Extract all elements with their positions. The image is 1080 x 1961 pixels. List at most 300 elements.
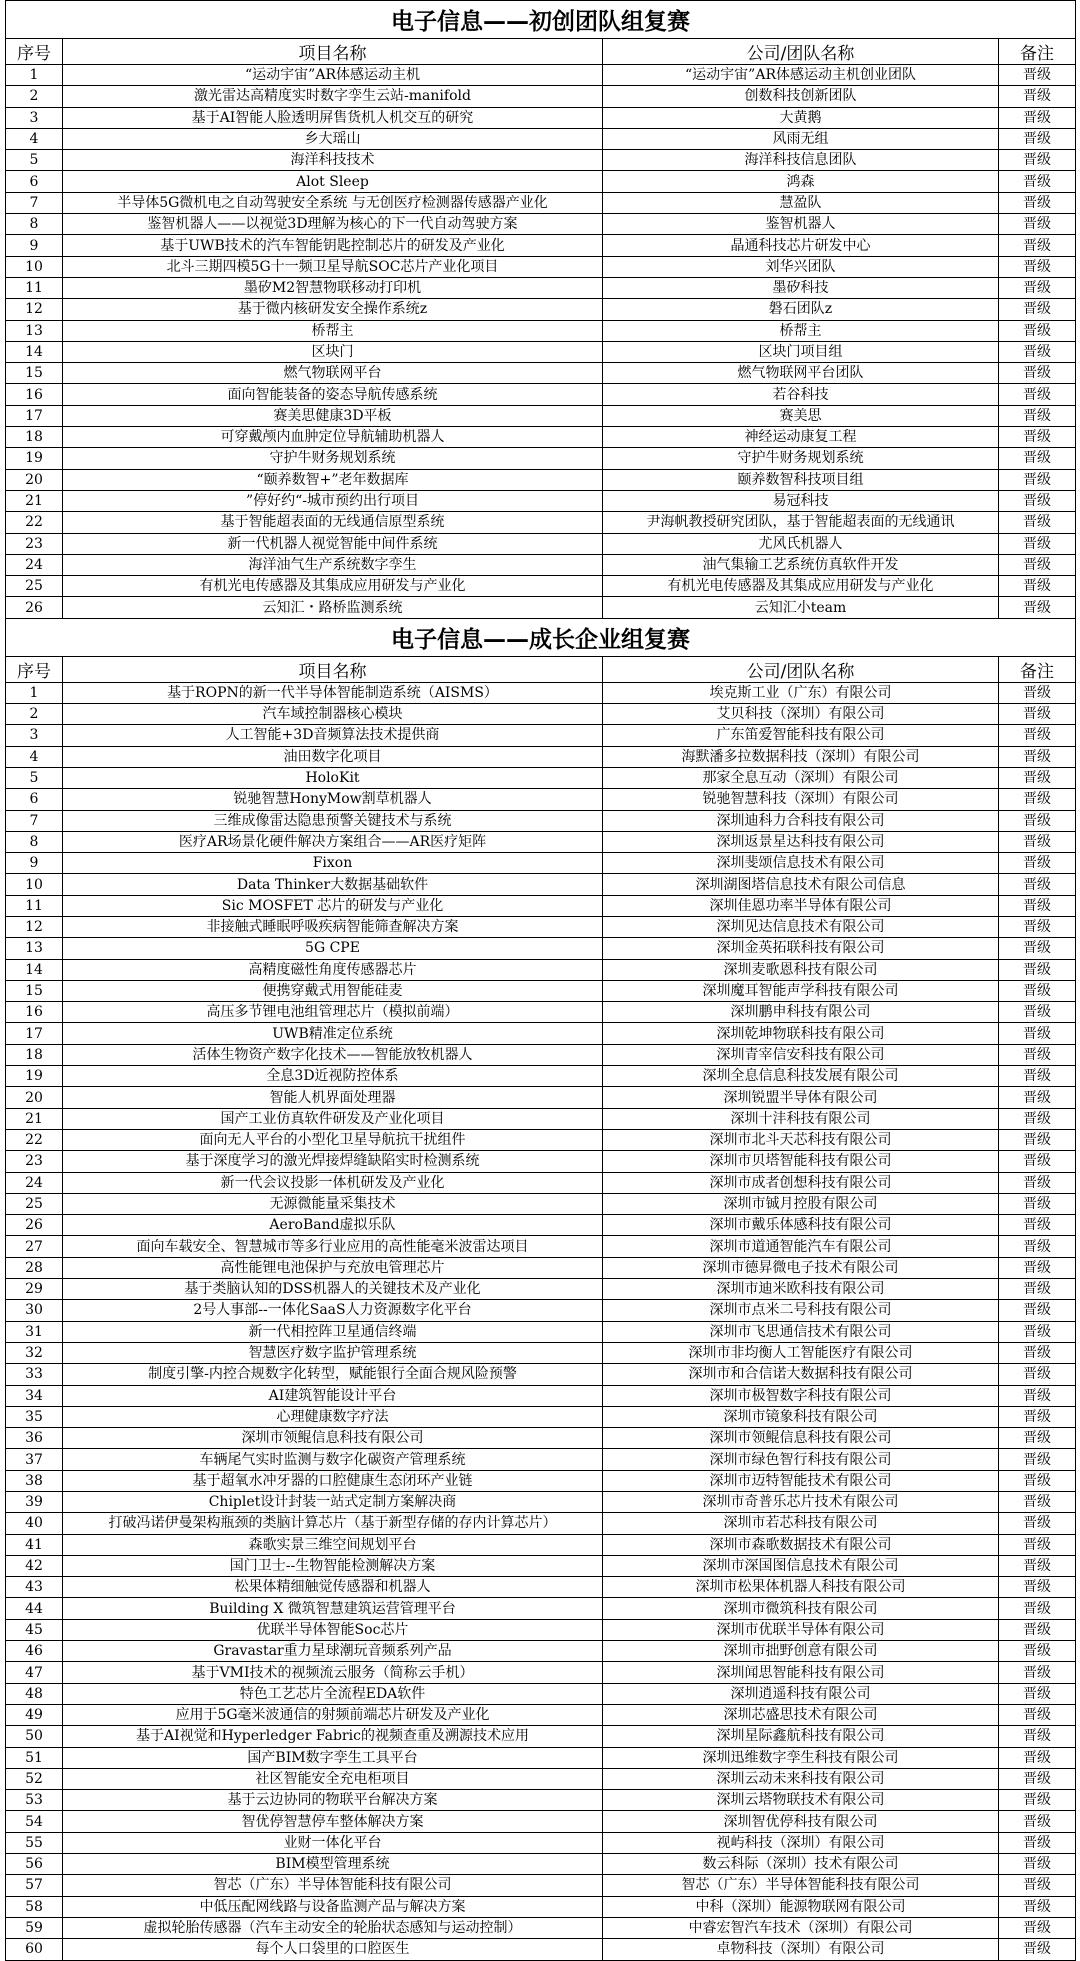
cell-remark: 晋级 <box>999 363 1076 384</box>
table-row <box>6 1598 1076 1619</box>
cell-company-name: 那家全息互动（深圳）有限公司 <box>603 767 999 788</box>
cell-index: 19 <box>6 1066 63 1087</box>
column-header-remark: 备注 <box>999 656 1076 682</box>
cell-index: 25 <box>6 576 63 597</box>
cell-remark: 晋级 <box>999 704 1076 725</box>
cell-company-name: “运动宇宙”AR体感运动主机创业团队 <box>603 65 999 86</box>
cell-project-name: 桥帮主 <box>63 320 603 341</box>
cell-company-name: 燃气物联网平台团队 <box>603 363 999 384</box>
cell-project-name: 汽车域控制器核心模块 <box>63 704 603 725</box>
cell-remark: 晋级 <box>999 1641 1076 1662</box>
cell-index: 17 <box>6 405 63 426</box>
cell-project-name: 国产BIM数字孪生工具平台 <box>63 1747 603 1768</box>
cell-remark: 晋级 <box>999 490 1076 511</box>
cell-index: 25 <box>6 1193 63 1214</box>
cell-remark: 晋级 <box>999 86 1076 107</box>
table-row <box>6 1811 1076 1832</box>
cell-project-name: 国门卫士--生物智能检测解决方案 <box>63 1555 603 1576</box>
table-row <box>6 1279 1076 1300</box>
cell-company-name: 深圳湖图塔信息技术有限公司信息 <box>603 874 999 895</box>
table-row <box>6 384 1076 405</box>
cell-company-name: 深圳市铖月控股有限公司 <box>603 1193 999 1214</box>
cell-index: 40 <box>6 1513 63 1534</box>
cell-project-name: 基于VMI技术的视频流云服务（简称云手机） <box>63 1662 603 1683</box>
cell-project-name: 基于AI视觉和Hyperledger Fabric的视频查重及溯源技术应用 <box>63 1726 603 1747</box>
cell-index: 27 <box>6 1236 63 1257</box>
section-title-row <box>6 1 1076 39</box>
cell-project-name: 人工智能+3D音频算法技术提供商 <box>63 725 603 746</box>
cell-index: 56 <box>6 1854 63 1875</box>
cell-remark: 晋级 <box>999 916 1076 937</box>
cell-project-name: 特色工艺芯片全流程EDA软件 <box>63 1683 603 1704</box>
cell-remark: 晋级 <box>999 128 1076 149</box>
cell-project-name: Chiplet设计封装一站式定制方案解决商 <box>63 1492 603 1513</box>
cell-project-name: 海洋科技技术 <box>63 150 603 171</box>
cell-remark: 晋级 <box>999 277 1076 298</box>
table-row <box>6 789 1076 810</box>
cell-project-name: Building X 微筑智慧建筑运营管理平台 <box>63 1598 603 1619</box>
table-row <box>6 1172 1076 1193</box>
cell-project-name: “颐养数智+”老年数据库 <box>63 469 603 490</box>
table-row <box>6 427 1076 448</box>
table-row <box>6 1747 1076 1768</box>
cell-company-name: 深圳闻思智能科技有限公司 <box>603 1662 999 1683</box>
cell-remark: 晋级 <box>999 65 1076 86</box>
column-header-project-name: 项目名称 <box>63 39 603 65</box>
cell-project-name: AeroBand虚拟乐队 <box>63 1215 603 1236</box>
cell-project-name: Alot Sleep <box>63 171 603 192</box>
cell-index: 10 <box>6 874 63 895</box>
cell-remark: 晋级 <box>999 874 1076 895</box>
cell-remark: 晋级 <box>999 1896 1076 1917</box>
cell-project-name: 智芯（广东）半导体智能科技有限公司 <box>63 1875 603 1896</box>
cell-company-name: 深圳迅维数字孪生科技有限公司 <box>603 1747 999 1768</box>
cell-project-name: ”停好约“-城市预约出行项目 <box>63 490 603 511</box>
cell-index: 47 <box>6 1662 63 1683</box>
cell-remark: 晋级 <box>999 597 1076 618</box>
table-row <box>6 1385 1076 1406</box>
cell-remark: 晋级 <box>999 1087 1076 1108</box>
cell-company-name: 广东笛爱智能科技有限公司 <box>603 725 999 746</box>
cell-remark: 晋级 <box>999 1342 1076 1363</box>
cell-company-name: 深圳市道通智能汽车有限公司 <box>603 1236 999 1257</box>
table-row <box>6 746 1076 767</box>
cell-project-name: 无源微能量采集技术 <box>63 1193 603 1214</box>
cell-index: 38 <box>6 1470 63 1491</box>
cell-project-name: 油田数字化项目 <box>63 746 603 767</box>
table-row <box>6 363 1076 384</box>
cell-project-name: 三维成像雷达隐患预警关键技术与系统 <box>63 810 603 831</box>
cell-company-name: 深圳市飞思通信技术有限公司 <box>603 1321 999 1342</box>
table-row <box>6 938 1076 959</box>
table-row <box>6 597 1076 618</box>
cell-project-name: “运动宇宙”AR体感运动主机 <box>63 65 603 86</box>
table-row <box>6 831 1076 852</box>
table-row <box>6 512 1076 533</box>
section-title-row <box>6 618 1076 656</box>
cell-remark: 晋级 <box>999 1747 1076 1768</box>
cell-index: 21 <box>6 1108 63 1129</box>
cell-index: 23 <box>6 1151 63 1172</box>
cell-remark: 晋级 <box>999 1300 1076 1321</box>
table-row <box>6 1555 1076 1576</box>
table-row <box>6 405 1076 426</box>
table-row <box>6 682 1076 703</box>
table-row <box>6 895 1076 916</box>
cell-project-name: BIM模型管理系统 <box>63 1854 603 1875</box>
cell-remark: 晋级 <box>999 1790 1076 1811</box>
table-row <box>6 235 1076 256</box>
column-header-company-name: 公司/团队名称 <box>603 656 999 682</box>
cell-company-name: 刘华兴团队 <box>603 256 999 277</box>
cell-remark: 晋级 <box>999 1449 1076 1470</box>
cell-company-name: 有机光电传感器及其集成应用研发与产业化 <box>603 576 999 597</box>
cell-index: 57 <box>6 1875 63 1896</box>
cell-company-name: 深圳市松果体机器人科技有限公司 <box>603 1577 999 1598</box>
cell-remark: 晋级 <box>999 214 1076 235</box>
table-row <box>6 214 1076 235</box>
cell-index: 22 <box>6 512 63 533</box>
cell-remark: 晋级 <box>999 1662 1076 1683</box>
table-header-row <box>6 39 1076 65</box>
cell-project-name: 基于深度学习的激光焊接焊缝缺陷实时检测系统 <box>63 1151 603 1172</box>
table-row <box>6 704 1076 725</box>
cell-remark: 晋级 <box>999 746 1076 767</box>
table-row <box>6 1534 1076 1555</box>
cell-company-name: 深圳市优联半导体有限公司 <box>603 1619 999 1640</box>
cell-index: 20 <box>6 1087 63 1108</box>
cell-remark: 晋级 <box>999 1406 1076 1427</box>
cell-remark: 晋级 <box>999 1917 1076 1938</box>
cell-project-name: 半导体5G微机电之自动驾驶安全系统 与无创医疗检测器传感器产业化 <box>63 192 603 213</box>
cell-index: 13 <box>6 938 63 959</box>
table-row <box>6 1726 1076 1747</box>
cell-company-name: 尤风氏机器人 <box>603 533 999 554</box>
cell-company-name: 油气集输工艺系统仿真软件开发 <box>603 554 999 575</box>
cell-index: 43 <box>6 1577 63 1598</box>
cell-company-name: 数云科际（深圳）技术有限公司 <box>603 1854 999 1875</box>
cell-remark: 晋级 <box>999 1832 1076 1853</box>
cell-company-name: 深圳返景星达科技有限公司 <box>603 831 999 852</box>
cell-index: 59 <box>6 1917 63 1938</box>
cell-index: 5 <box>6 767 63 788</box>
cell-company-name: 区块门项目组 <box>603 341 999 362</box>
table-row <box>6 1002 1076 1023</box>
cell-index: 1 <box>6 682 63 703</box>
table-row <box>6 1193 1076 1214</box>
table-row <box>6 1662 1076 1683</box>
cell-index: 55 <box>6 1832 63 1853</box>
cell-index: 5 <box>6 150 63 171</box>
cell-company-name: 深圳魔耳智能声学科技有限公司 <box>603 980 999 1001</box>
cell-project-name: 基于UWB技术的汽车智能钥匙控制芯片的研发及产业化 <box>63 235 603 256</box>
cell-project-name: 基于AI智能人脸透明屏售货机人机交互的研究 <box>63 107 603 128</box>
cell-index: 11 <box>6 895 63 916</box>
cell-project-name: 业财一体化平台 <box>63 1832 603 1853</box>
cell-project-name: 每个人口袋里的口腔医生 <box>63 1939 603 1960</box>
table-row <box>6 1875 1076 1896</box>
table-row <box>6 1257 1076 1278</box>
cell-index: 53 <box>6 1790 63 1811</box>
cell-company-name: 慧盈队 <box>603 192 999 213</box>
cell-index: 23 <box>6 533 63 554</box>
cell-remark: 晋级 <box>999 512 1076 533</box>
cell-index: 3 <box>6 725 63 746</box>
cell-remark: 晋级 <box>999 469 1076 490</box>
cell-project-name: 活体生物资产数字化技术——智能放牧机器人 <box>63 1044 603 1065</box>
cell-index: 24 <box>6 1172 63 1193</box>
cell-index: 28 <box>6 1257 63 1278</box>
cell-remark: 晋级 <box>999 725 1076 746</box>
cell-project-name: 5G CPE <box>63 938 603 959</box>
cell-index: 49 <box>6 1704 63 1725</box>
cell-index: 35 <box>6 1406 63 1427</box>
cell-index: 37 <box>6 1449 63 1470</box>
cell-project-name: 新一代相控阵卫星通信终端 <box>63 1321 603 1342</box>
cell-remark: 晋级 <box>999 1385 1076 1406</box>
cell-remark: 晋级 <box>999 299 1076 320</box>
cell-project-name: 应用于5G毫米波通信的射频前端芯片研发及产业化 <box>63 1704 603 1725</box>
cell-index: 45 <box>6 1619 63 1640</box>
cell-index: 15 <box>6 980 63 1001</box>
table-row <box>6 86 1076 107</box>
cell-index: 7 <box>6 810 63 831</box>
cell-project-name: 医疗AR场景化硬件解决方案组合——AR医疗矩阵 <box>63 831 603 852</box>
cell-company-name: 锐驰智慧科技（深圳）有限公司 <box>603 789 999 810</box>
cell-remark: 晋级 <box>999 980 1076 1001</box>
cell-project-name: 智能人机界面处理器 <box>63 1087 603 1108</box>
cell-company-name: 深圳市极智数字科技有限公司 <box>603 1385 999 1406</box>
cell-project-name: 优联半导体智能Soc芯片 <box>63 1619 603 1640</box>
cell-company-name: 深圳市奇普乐芯片技术有限公司 <box>603 1492 999 1513</box>
table-row <box>6 128 1076 149</box>
cell-index: 26 <box>6 597 63 618</box>
table-row <box>6 1342 1076 1363</box>
cell-company-name: 智芯（广东）半导体智能科技有限公司 <box>603 1875 999 1896</box>
cell-company-name: 深圳斐颂信息技术有限公司 <box>603 853 999 874</box>
cell-index: 26 <box>6 1215 63 1236</box>
table-row <box>6 916 1076 937</box>
table-row <box>6 171 1076 192</box>
cell-index: 12 <box>6 299 63 320</box>
cell-company-name: 桥帮主 <box>603 320 999 341</box>
cell-remark: 晋级 <box>999 1768 1076 1789</box>
cell-company-name: 卓物科技（深圳）有限公司 <box>603 1939 999 1960</box>
cell-index: 9 <box>6 235 63 256</box>
cell-project-name: 便携穿戴式用智能硅麦 <box>63 980 603 1001</box>
cell-company-name: 鸿森 <box>603 171 999 192</box>
cell-project-name: 基于ROPN的新一代半导体智能制造系统（AISMS） <box>63 682 603 703</box>
cell-company-name: 深圳市领鲲信息科技有限公司 <box>603 1428 999 1449</box>
section-title: 电子信息——成长企业组复赛 <box>6 618 1076 656</box>
cell-company-name: 守护牛财务规划系统 <box>603 448 999 469</box>
table-row <box>6 1896 1076 1917</box>
cell-project-name: 面向无人平台的小型化卫星导航抗干扰组件 <box>63 1129 603 1150</box>
cell-project-name: 基于超氧水冲牙器的口腔健康生态闭环产业链 <box>63 1470 603 1491</box>
cell-remark: 晋级 <box>999 853 1076 874</box>
cell-company-name: 海默潘多拉数据科技（深圳）有限公司 <box>603 746 999 767</box>
cell-company-name: 风雨无组 <box>603 128 999 149</box>
cell-company-name: 深圳市贝塔智能科技有限公司 <box>603 1151 999 1172</box>
cell-remark: 晋级 <box>999 1619 1076 1640</box>
table-row <box>6 277 1076 298</box>
cell-remark: 晋级 <box>999 682 1076 703</box>
cell-company-name: 深圳芯盛思技术有限公司 <box>603 1704 999 1725</box>
cell-company-name: 深圳智优停科技有限公司 <box>603 1811 999 1832</box>
table-row <box>6 65 1076 86</box>
cell-index: 2 <box>6 86 63 107</box>
cell-company-name: 深圳麦歌恩科技有限公司 <box>603 959 999 980</box>
cell-index: 24 <box>6 554 63 575</box>
cell-index: 9 <box>6 853 63 874</box>
cell-index: 39 <box>6 1492 63 1513</box>
cell-company-name: 神经运动康复工程 <box>603 427 999 448</box>
table-row <box>6 1577 1076 1598</box>
cell-index: 42 <box>6 1555 63 1576</box>
cell-project-name: 基于智能超表面的无线通信原型系统 <box>63 512 603 533</box>
cell-index: 4 <box>6 128 63 149</box>
cell-project-name: 新一代会议投影一体机研发及产业化 <box>63 1172 603 1193</box>
cell-project-name: 激光雷达高精度实时数字孪生云站-manifold <box>63 86 603 107</box>
cell-project-name: 制度引擎-内控合规数字化转型，赋能银行全面合规风险预警 <box>63 1364 603 1385</box>
cell-index: 30 <box>6 1300 63 1321</box>
cell-project-name: Sic MOSFET 芯片的研发与产业化 <box>63 895 603 916</box>
cell-index: 6 <box>6 171 63 192</box>
table-row <box>6 1108 1076 1129</box>
cell-project-name: Gravastar重力星球潮玩音频系列产品 <box>63 1641 603 1662</box>
table-row <box>6 1129 1076 1150</box>
cell-remark: 晋级 <box>999 895 1076 916</box>
cell-company-name: 深圳市戴乐体感科技有限公司 <box>603 1215 999 1236</box>
cell-company-name: 墨矽科技 <box>603 277 999 298</box>
table-row <box>6 810 1076 831</box>
cell-project-name: 虚拟轮胎传感器（汽车主动安全的轮胎状态感知与运动控制） <box>63 1917 603 1938</box>
cell-project-name: 车辆尾气实时监测与数字化碳资产管理系统 <box>63 1449 603 1470</box>
cell-project-name: 墨矽M2智慧物联移动打印机 <box>63 277 603 298</box>
cell-company-name: 深圳市森歌数据技术有限公司 <box>603 1534 999 1555</box>
cell-project-name: 松果体精细触觉传感器和机器人 <box>63 1577 603 1598</box>
cell-remark: 晋级 <box>999 1555 1076 1576</box>
cell-company-name: 赛美思 <box>603 405 999 426</box>
table-body <box>6 1 1076 1961</box>
table-row <box>6 448 1076 469</box>
cell-project-name: 中低压配网线路与设备监测产品与解决方案 <box>63 1896 603 1917</box>
cell-remark: 晋级 <box>999 1151 1076 1172</box>
cell-project-name: 可穿戴颅内血肿定位导航辅助机器人 <box>63 427 603 448</box>
cell-remark: 晋级 <box>999 235 1076 256</box>
cell-company-name: 深圳市微筑科技有限公司 <box>603 1598 999 1619</box>
cell-index: 16 <box>6 1002 63 1023</box>
cell-project-name: 高性能锂电池保护与充放电管理芯片 <box>63 1257 603 1278</box>
cell-index: 48 <box>6 1683 63 1704</box>
cell-index: 12 <box>6 916 63 937</box>
table-row <box>6 1619 1076 1640</box>
cell-company-name: 深圳锐盟半导体有限公司 <box>603 1087 999 1108</box>
table-row <box>6 1151 1076 1172</box>
cell-company-name: 若谷科技 <box>603 384 999 405</box>
table-row <box>6 533 1076 554</box>
cell-project-name: 2号人事部--一体化SaaS人力资源数字化平台 <box>63 1300 603 1321</box>
cell-index: 22 <box>6 1129 63 1150</box>
cell-remark: 晋级 <box>999 150 1076 171</box>
table-row <box>6 1428 1076 1449</box>
cell-project-name: 北斗三期四模5G十一频卫星导航SOC芯片产业化项目 <box>63 256 603 277</box>
cell-remark: 晋级 <box>999 192 1076 213</box>
cell-index: 17 <box>6 1023 63 1044</box>
table-row <box>6 341 1076 362</box>
table-row <box>6 320 1076 341</box>
cell-company-name: 中科（深圳）能源物联网有限公司 <box>603 1896 999 1917</box>
cell-project-name: 国产工业仿真软件研发及产业化项目 <box>63 1108 603 1129</box>
cell-remark: 晋级 <box>999 1854 1076 1875</box>
cell-project-name: 全息3D近视防控体系 <box>63 1066 603 1087</box>
cell-project-name: 有机光电传感器及其集成应用研发与产业化 <box>63 576 603 597</box>
table-row <box>6 107 1076 128</box>
cell-company-name: 深圳市拙野创意有限公司 <box>603 1641 999 1662</box>
table-row <box>6 576 1076 597</box>
cell-index: 46 <box>6 1641 63 1662</box>
cell-remark: 晋级 <box>999 576 1076 597</box>
cell-index: 16 <box>6 384 63 405</box>
cell-project-name: 高压多节锂电池组管理芯片（模拟前端） <box>63 1002 603 1023</box>
cell-remark: 晋级 <box>999 1598 1076 1619</box>
cell-company-name: 深圳星际鑫航科技有限公司 <box>603 1726 999 1747</box>
cell-remark: 晋级 <box>999 1129 1076 1150</box>
results-table <box>5 0 1076 1961</box>
cell-index: 34 <box>6 1385 63 1406</box>
cell-index: 4 <box>6 746 63 767</box>
table-row <box>6 490 1076 511</box>
table-row <box>6 853 1076 874</box>
table-row <box>6 469 1076 490</box>
cell-project-name: 基于微内核研发安全操作系统z <box>63 299 603 320</box>
cell-remark: 晋级 <box>999 1364 1076 1385</box>
cell-remark: 晋级 <box>999 320 1076 341</box>
table-row <box>6 1087 1076 1108</box>
cell-index: 3 <box>6 107 63 128</box>
table-row <box>6 1300 1076 1321</box>
cell-company-name: 深圳见达信息技术有限公司 <box>603 916 999 937</box>
cell-company-name: 深圳市和合信诺大数据科技有限公司 <box>603 1364 999 1385</box>
cell-remark: 晋级 <box>999 767 1076 788</box>
cell-project-name: 赛美思健康3D平板 <box>63 405 603 426</box>
cell-remark: 晋级 <box>999 448 1076 469</box>
cell-remark: 晋级 <box>999 1279 1076 1300</box>
cell-remark: 晋级 <box>999 384 1076 405</box>
cell-remark: 晋级 <box>999 1044 1076 1065</box>
table-header-row <box>6 656 1076 682</box>
cell-remark: 晋级 <box>999 1321 1076 1342</box>
cell-index: 29 <box>6 1279 63 1300</box>
cell-remark: 晋级 <box>999 171 1076 192</box>
cell-remark: 晋级 <box>999 1470 1076 1491</box>
cell-company-name: 艾贝科技（深圳）有限公司 <box>603 704 999 725</box>
cell-remark: 晋级 <box>999 938 1076 959</box>
table-row <box>6 1470 1076 1491</box>
table-row <box>6 1704 1076 1725</box>
cell-index: 14 <box>6 341 63 362</box>
table-row <box>6 192 1076 213</box>
cell-remark: 晋级 <box>999 256 1076 277</box>
cell-company-name: 海洋科技信息团队 <box>603 150 999 171</box>
table-row <box>6 1364 1076 1385</box>
cell-project-name: 智慧医疗数字监护管理系统 <box>63 1342 603 1363</box>
cell-index: 8 <box>6 214 63 235</box>
cell-company-name: 深圳市非均衡人工智能医疗有限公司 <box>603 1342 999 1363</box>
cell-index: 15 <box>6 363 63 384</box>
table-row <box>6 959 1076 980</box>
cell-project-name: Data Thinker大数据基础软件 <box>63 874 603 895</box>
